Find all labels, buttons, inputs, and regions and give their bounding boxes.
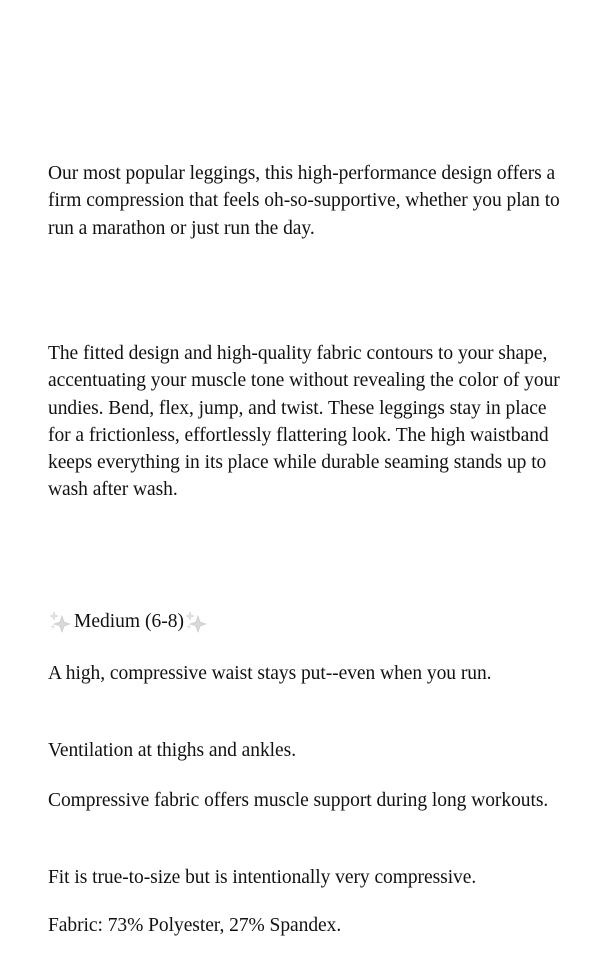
feature-item: Compressive fabric offers muscle support during long workouts. — [48, 790, 549, 811]
size-label: Medium (6-8) — [74, 611, 184, 632]
sparkles-icon — [184, 611, 210, 633]
description-paragraph-2: The fitted design and high-quality fabric contours to your shape, accentuating your muscle tone without revealing the color of your undies. Bend, flex, jump, and twist. These leggings stay in place for a frictionless, effortlessly flattering look. The high waistband keeps everything in its place while durable seaming stands up to wash after wash. — [48, 343, 560, 501]
description-paragraph-1: Our most popular leggings, this high-performance design offers a firm compression that feels oh-so-supportive, whether you plan to run a marathon or just run the day. — [48, 163, 560, 239]
feature-item: Fabric: 73% Polyester, 27% Spandex. — [48, 915, 342, 936]
size-heading — [48, 608, 210, 635]
sparkles-icon — [48, 611, 74, 633]
crescent-moon-star-icon — [44, 26, 154, 136]
feature-item: Fit is true-to-size but is intentionally very compressive. — [48, 867, 477, 888]
feature-item: Ventilation at thighs and ankles. — [48, 740, 297, 761]
feature-item: A high, compressive waist stays put--even when you run. — [48, 663, 492, 684]
